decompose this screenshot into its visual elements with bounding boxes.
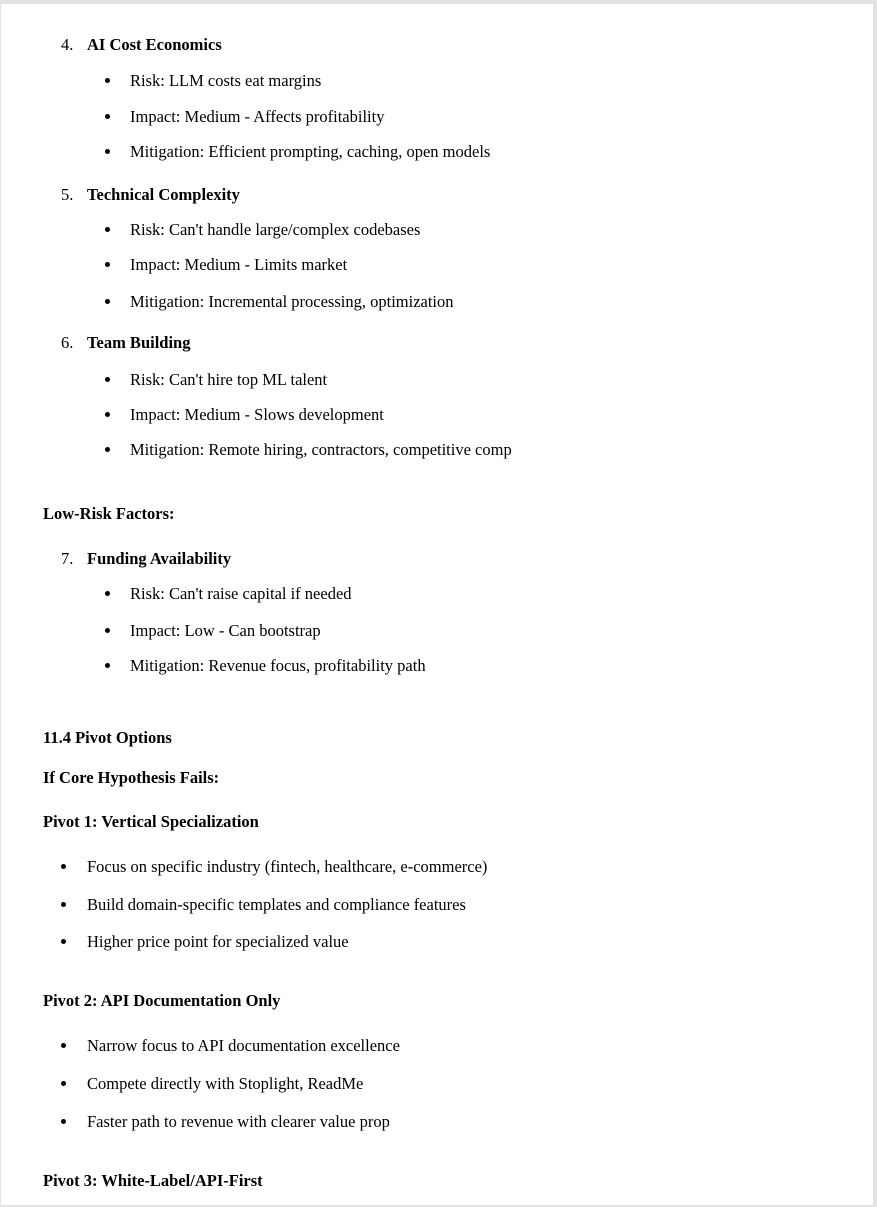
low-risk-heading: Low-Risk Factors: bbox=[43, 504, 175, 523]
bullet-icon bbox=[105, 262, 110, 267]
bullet-icon bbox=[105, 149, 110, 154]
pivot-detail: Build domain-specific templates and compliance features bbox=[87, 895, 466, 914]
bullet-icon bbox=[105, 227, 110, 232]
pivot-detail: Higher price point for specialized value bbox=[87, 932, 349, 951]
bullet-icon bbox=[105, 299, 110, 304]
risk-title: Team Building bbox=[87, 333, 191, 352]
bullet-icon bbox=[105, 412, 110, 417]
bullet-icon bbox=[105, 628, 110, 633]
risk-detail: Mitigation: Revenue focus, profitability path bbox=[130, 656, 426, 675]
pivot-detail: Compete directly with Stoplight, ReadMe bbox=[87, 1074, 364, 1093]
pivot-title: Pivot 3: White-Label/API-First bbox=[43, 1171, 263, 1190]
risk-detail: Impact: Low - Can bootstrap bbox=[130, 621, 321, 640]
bullet-icon bbox=[61, 1043, 66, 1048]
pivot-title: Pivot 2: API Documentation Only bbox=[43, 991, 281, 1010]
risk-detail: Risk: LLM costs eat margins bbox=[130, 71, 322, 90]
list-number: 6. bbox=[61, 333, 74, 352]
risk-detail: Mitigation: Incremental processing, optimization bbox=[130, 292, 454, 311]
bullet-icon bbox=[105, 447, 110, 452]
risk-detail: Risk: Can't raise capital if needed bbox=[130, 584, 352, 603]
pivot-detail: Focus on specific industry (fintech, healthcare, e-commerce) bbox=[87, 857, 488, 876]
pivot-detail: Narrow focus to API documentation excellence bbox=[87, 1036, 400, 1055]
risk-title: Funding Availability bbox=[87, 549, 232, 568]
risk-detail: Mitigation: Remote hiring, contractors, competitive comp bbox=[130, 440, 512, 459]
bullet-icon bbox=[105, 377, 110, 382]
bullet-icon bbox=[105, 78, 110, 83]
bullet-icon bbox=[61, 939, 66, 944]
risk-detail: Impact: Medium - Limits market bbox=[130, 255, 348, 274]
bullet-icon bbox=[105, 663, 110, 668]
subheading: If Core Hypothesis Fails: bbox=[43, 768, 220, 787]
risk-detail: Risk: Can't handle large/complex codebases bbox=[130, 220, 421, 239]
pivot-title: Pivot 1: Vertical Specialization bbox=[43, 812, 259, 831]
risk-detail: Risk: Can't hire top ML talent bbox=[130, 370, 328, 389]
bullet-icon bbox=[61, 1119, 66, 1124]
list-number: 5. bbox=[61, 185, 74, 204]
bullet-icon bbox=[61, 902, 66, 907]
risk-detail: Impact: Medium - Affects profitability bbox=[130, 107, 385, 126]
risk-detail: Impact: Medium - Slows development bbox=[130, 405, 384, 424]
bullet-icon bbox=[61, 1081, 66, 1086]
bullet-icon bbox=[105, 114, 110, 119]
risk-title: Technical Complexity bbox=[87, 185, 240, 204]
document-page bbox=[1, 4, 873, 1205]
pivot-detail: Faster path to revenue with clearer value prop bbox=[87, 1112, 390, 1131]
list-number: 7. bbox=[61, 549, 74, 568]
section-heading: 11.4 Pivot Options bbox=[43, 728, 172, 747]
list-number: 4. bbox=[61, 35, 74, 54]
risk-detail: Mitigation: Efficient prompting, caching, open models bbox=[130, 142, 491, 161]
bullet-icon bbox=[61, 864, 66, 869]
bullet-icon bbox=[105, 591, 110, 596]
risk-title: AI Cost Economics bbox=[87, 35, 222, 54]
